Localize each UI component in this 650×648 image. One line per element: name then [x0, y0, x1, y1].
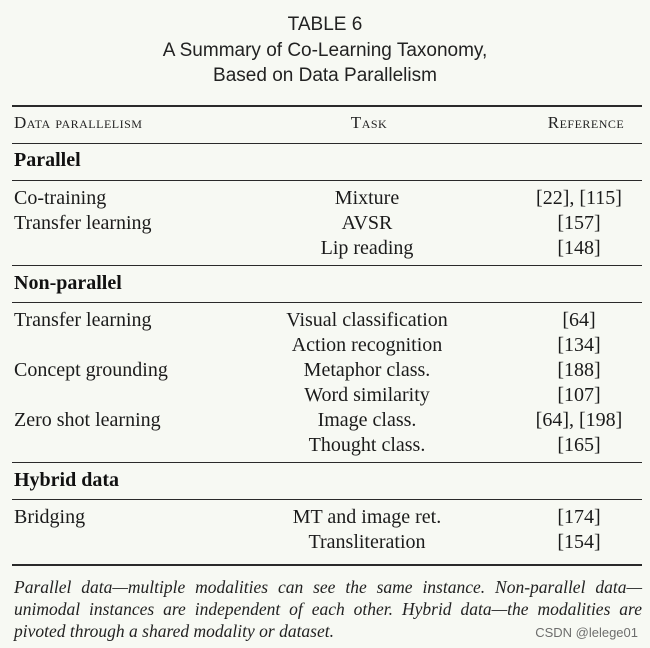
- table-footnote: Parallel data—multiple modalities can see the same instance. Non-parallel data—unimodal instances are independent of each other. Hybrid data—the modalities are pivoted through a shared modality or dataset.: [14, 577, 642, 641]
- task-cell: Word similarity: [304, 384, 430, 406]
- reference-cell: [165]: [557, 434, 601, 456]
- task-cell: Mixture: [334, 187, 400, 209]
- reference-cell: [22], [115]: [536, 187, 622, 209]
- method-cell: Zero shot learning: [14, 409, 161, 431]
- task-cell: AVSR: [341, 212, 393, 234]
- table-subtitle-line1: A Summary of Co-Learning Taxonomy,: [162, 40, 488, 61]
- section-rule: [12, 462, 642, 463]
- reference-cell: [64]: [562, 309, 596, 331]
- method-cell: Bridging: [14, 506, 86, 528]
- task-cell: Metaphor class.: [303, 359, 431, 381]
- task-cell: Action recognition: [291, 334, 443, 356]
- reference-cell: [174]: [557, 506, 601, 528]
- reference-cell: [64], [198]: [535, 409, 623, 431]
- table-row: [0, 333, 650, 358]
- table-subtitle-line2: Based on Data Parallelism: [213, 65, 437, 86]
- table-row: [0, 186, 650, 211]
- header-task: Task: [350, 113, 388, 132]
- method-cell: Concept grounding: [14, 359, 168, 381]
- table-row: [0, 505, 650, 530]
- table-row: [0, 530, 650, 555]
- header-rule: [12, 143, 642, 144]
- group-rule: [12, 499, 642, 500]
- header-data-parallelism: Data parallelism: [14, 113, 143, 132]
- reference-cell: [134]: [557, 334, 601, 356]
- reference-cell: [148]: [557, 237, 601, 259]
- table-row: [0, 236, 650, 261]
- table-row: [0, 433, 650, 458]
- task-cell: Image class.: [317, 409, 417, 431]
- task-cell: MT and image ret.: [292, 506, 442, 528]
- table-title: TABLE 6: [287, 14, 363, 35]
- task-cell: Transliteration: [308, 531, 426, 553]
- table-row: [0, 358, 650, 383]
- table-row: [0, 308, 650, 333]
- group-label-parallel: Parallel: [14, 149, 81, 171]
- table-row: [0, 211, 650, 236]
- watermark: CSDN @lelege01: [535, 625, 638, 640]
- task-cell: Visual classification: [286, 309, 448, 331]
- group-label-hybrid-data: Hybrid data: [14, 469, 120, 491]
- bottom-rule: [12, 564, 642, 566]
- group-rule: [12, 180, 642, 181]
- top-rule: [12, 105, 642, 107]
- method-cell: Transfer learning: [14, 309, 152, 331]
- reference-cell: [154]: [557, 531, 601, 553]
- reference-cell: [188]: [557, 359, 601, 381]
- method-cell: Transfer learning: [14, 212, 152, 234]
- table-row: [0, 383, 650, 408]
- reference-cell: [107]: [557, 384, 601, 406]
- method-cell: Co-training: [14, 187, 107, 209]
- task-cell: Lip reading: [320, 237, 414, 259]
- reference-cell: [157]: [557, 212, 601, 234]
- section-rule: [12, 265, 642, 266]
- task-cell: Thought class.: [308, 434, 426, 456]
- group-label-non-parallel: Non-parallel: [14, 272, 122, 294]
- table-row: [0, 408, 650, 433]
- header-reference: Reference: [547, 113, 625, 132]
- group-rule: [12, 302, 642, 303]
